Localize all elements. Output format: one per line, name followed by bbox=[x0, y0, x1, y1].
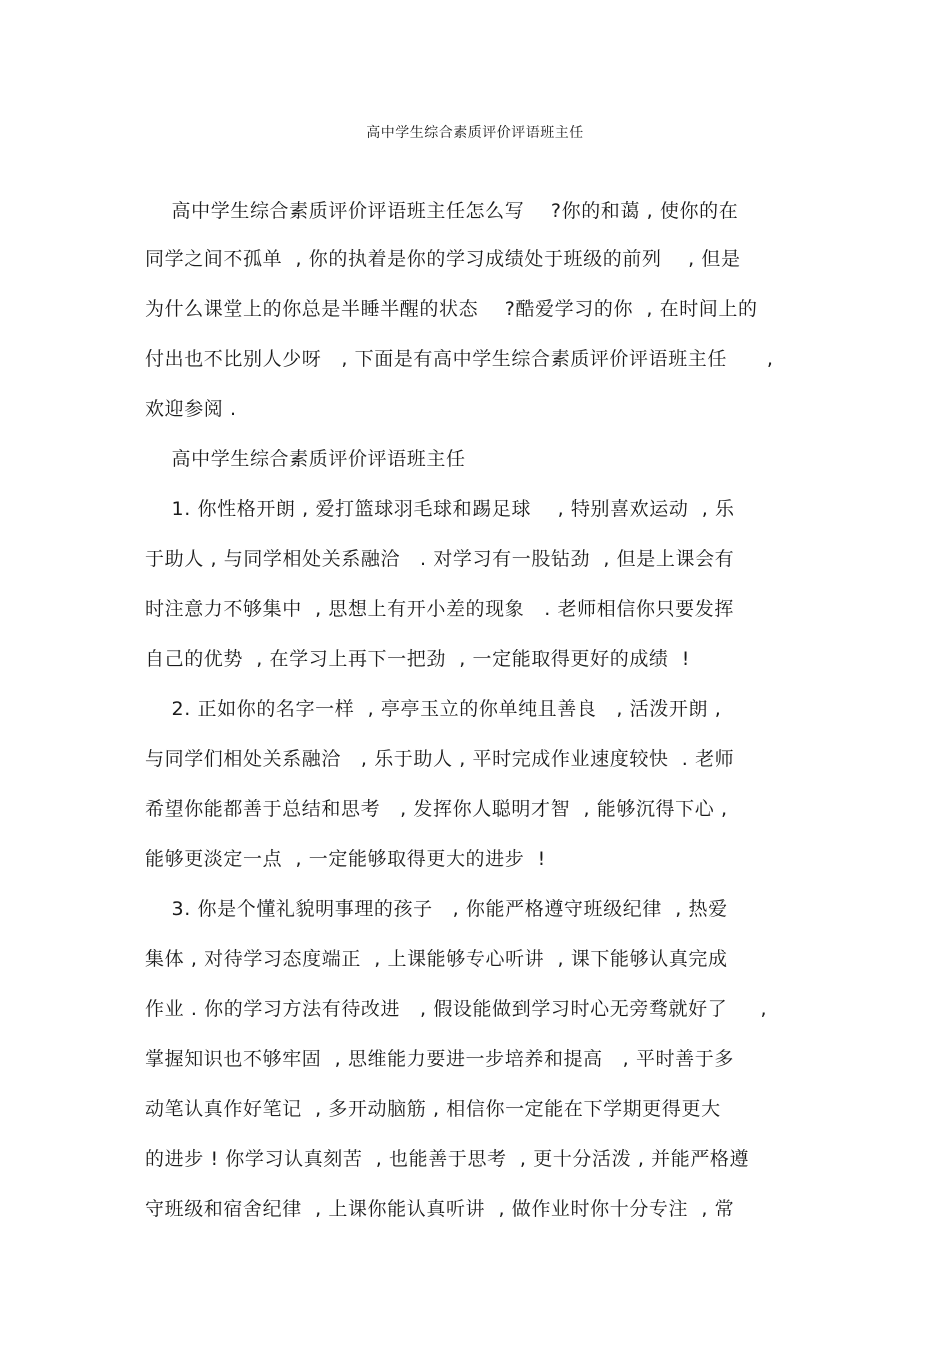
text-line: 与同学们相处关系融洽 , 乐于助人 , 平时完成作业速度较快 . 老师 bbox=[145, 748, 735, 770]
text-line: 集体 , 对待学习态度端正 , 上课能够专心听讲 , 课下能够认真完成 bbox=[145, 948, 728, 970]
text-line: 于助人 , 与同学相处关系融洽 . 对学习有一股钻劲 , 但是上课会有 bbox=[145, 548, 735, 570]
text-line: 付出也不比别人少呀 , 下面是有高中学生综合素质评价评语班主任 , bbox=[145, 348, 774, 370]
text-line: 掌握知识也不够牢固 , 思维能力要进一步培养和提高 , 平时善于多 bbox=[145, 1048, 734, 1070]
text-line: 为什么课堂上的你总是半睡半醒的状态 ?酷爱学习的你 , 在时间上的 bbox=[145, 298, 758, 320]
text-line: 3. 你是个懂礼貌明事理的孩子 , 你能严格遵守班级纪律 , 热爱 bbox=[145, 898, 728, 920]
text-line: 希望你能都善于总结和思考 , 发挥你人聪明才智 , 能够沉得下心 , bbox=[145, 798, 728, 820]
text-line: 2. 正如你的名字一样 , 亭亭玉立的你单纯且善良 , 活泼开朗 , bbox=[145, 698, 722, 720]
text-line: 能够更淡定一点 , 一定能够取得更大的进步 ! bbox=[145, 848, 546, 870]
text-line: 同学之间不孤单 , 你的执着是你的学习成绩处于班级的前列 , 但是 bbox=[145, 248, 741, 270]
text-line: 自己的优势 , 在学习上再下一把劲 , 一定能取得更好的成绩 ! bbox=[145, 648, 691, 670]
text-line: 守班级和宿舍纪律 , 上课你能认真听讲 , 做作业时你十分专注 , 常 bbox=[145, 1198, 735, 1220]
text-line: 高中学生综合素质评价评语班主任怎么写 ?你的和蔼 , 使你的在 bbox=[145, 200, 739, 222]
section-heading: 高中学生综合素质评价评语班主任 bbox=[145, 448, 466, 470]
text-line: 作业 . 你的学习方法有待改进 , 假设能做到学习时心无旁骛就好了 , bbox=[145, 998, 768, 1020]
text-line: 欢迎参阅 . bbox=[145, 398, 237, 420]
text-line: 时注意力不够集中 , 思想上有开小差的现象 . 老师相信你只要发挥 bbox=[145, 598, 734, 620]
text-line: 1. 你性格开朗 , 爱打篮球羽毛球和踢足球 , 特别喜欢运动 , 乐 bbox=[145, 498, 735, 520]
document-title: 高中学生综合素质评价评语班主任 bbox=[366, 125, 584, 141]
text-line: 动笔认真作好笔记 , 多开动脑筋 , 相信你一定能在下学期更得更大 bbox=[145, 1098, 721, 1120]
text-line: 的进步 ! 你学习认真刻苦 , 也能善于思考 , 更十分活泼 , 并能严格遵 bbox=[145, 1148, 750, 1170]
